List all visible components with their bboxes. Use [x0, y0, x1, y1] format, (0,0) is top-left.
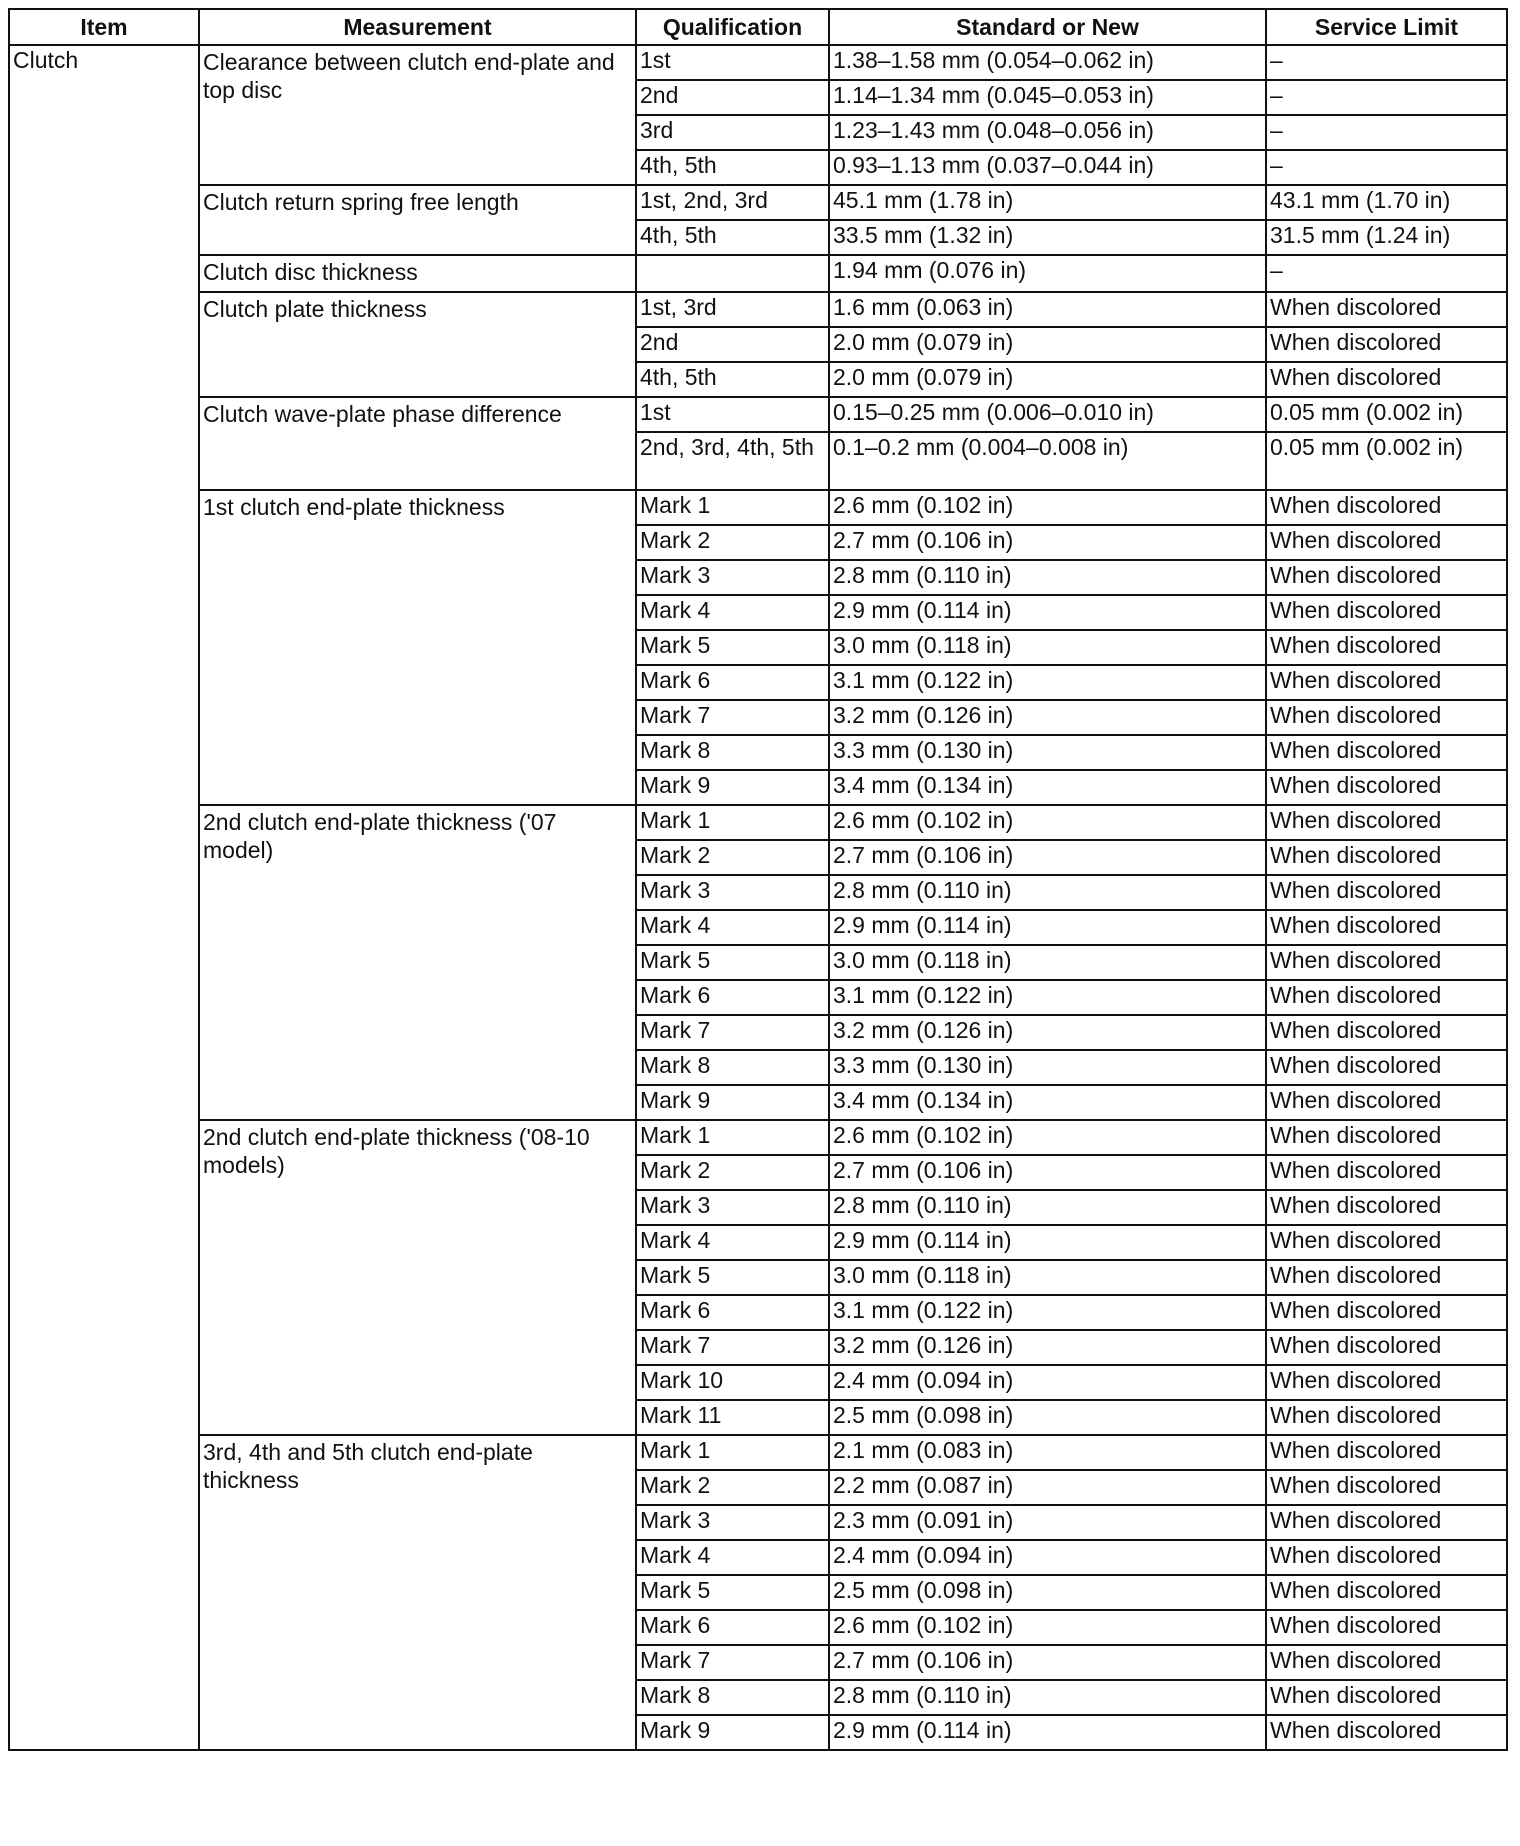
standard-cell: 2.5 mm (0.098 in) — [829, 1400, 1266, 1435]
service-limit-cell: When discolored — [1266, 292, 1507, 327]
qualification-cell: Mark 7 — [636, 1645, 829, 1680]
standard-cell: 1.38–1.58 mm (0.054–0.062 in) — [829, 45, 1266, 80]
standard-cell: 1.14–1.34 mm (0.045–0.053 in) — [829, 80, 1266, 115]
service-limit-cell: 0.05 mm (0.002 in) — [1266, 432, 1507, 490]
service-limit-cell: When discolored — [1266, 980, 1507, 1015]
qualification-cell: Mark 4 — [636, 1225, 829, 1260]
qualification-cell: Mark 2 — [636, 1155, 829, 1190]
standard-cell: 3.0 mm (0.118 in) — [829, 945, 1266, 980]
service-limit-cell: When discolored — [1266, 1575, 1507, 1610]
qualification-cell: Mark 4 — [636, 910, 829, 945]
service-limit-cell: When discolored — [1266, 1680, 1507, 1715]
service-limit-cell: When discolored — [1266, 1470, 1507, 1505]
table-row — [9, 185, 1507, 220]
service-limit-cell: When discolored — [1266, 490, 1507, 525]
standard-cell: 3.4 mm (0.134 in) — [829, 1085, 1266, 1120]
measurement-cell: Clutch disc thickness — [199, 255, 636, 292]
standard-cell: 3.3 mm (0.130 in) — [829, 1050, 1266, 1085]
standard-cell: 2.9 mm (0.114 in) — [829, 1715, 1266, 1750]
standard-cell: 3.2 mm (0.126 in) — [829, 1330, 1266, 1365]
qualification-cell: 4th, 5th — [636, 362, 829, 397]
service-limit-cell: When discolored — [1266, 770, 1507, 805]
service-limit-cell: When discolored — [1266, 1540, 1507, 1575]
standard-cell: 2.3 mm (0.091 in) — [829, 1505, 1266, 1540]
standard-cell: 3.4 mm (0.134 in) — [829, 770, 1266, 805]
service-limit-cell: When discolored — [1266, 560, 1507, 595]
qualification-cell: Mark 3 — [636, 560, 829, 595]
service-limit-cell: 31.5 mm (1.24 in) — [1266, 220, 1507, 255]
table-row — [9, 255, 1507, 292]
standard-cell: 2.0 mm (0.079 in) — [829, 362, 1266, 397]
service-limit-cell: When discolored — [1266, 910, 1507, 945]
standard-cell: 2.8 mm (0.110 in) — [829, 875, 1266, 910]
qualification-cell: Mark 7 — [636, 700, 829, 735]
standard-cell: 1.23–1.43 mm (0.048–0.056 in) — [829, 115, 1266, 150]
qualification-cell: Mark 1 — [636, 805, 829, 840]
standard-cell: 3.0 mm (0.118 in) — [829, 1260, 1266, 1295]
standard-cell: 3.3 mm (0.130 in) — [829, 735, 1266, 770]
service-limit-cell: When discolored — [1266, 875, 1507, 910]
standard-cell: 2.8 mm (0.110 in) — [829, 560, 1266, 595]
qualification-cell: Mark 2 — [636, 840, 829, 875]
qualification-cell: Mark 2 — [636, 1470, 829, 1505]
qualification-cell: Mark 5 — [636, 945, 829, 980]
service-limit-cell: When discolored — [1266, 1610, 1507, 1645]
qualification-cell: 1st — [636, 45, 829, 80]
service-limit-cell: When discolored — [1266, 595, 1507, 630]
qualification-cell: Mark 9 — [636, 1715, 829, 1750]
standard-cell: 2.0 mm (0.079 in) — [829, 327, 1266, 362]
qualification-cell: Mark 6 — [636, 1295, 829, 1330]
standard-cell: 2.7 mm (0.106 in) — [829, 840, 1266, 875]
service-limit-cell: When discolored — [1266, 1330, 1507, 1365]
service-limit-cell: When discolored — [1266, 1505, 1507, 1540]
qualification-cell: Mark 9 — [636, 1085, 829, 1120]
header-qualification: Qualification — [636, 9, 829, 45]
standard-cell: 2.4 mm (0.094 in) — [829, 1365, 1266, 1400]
qualification-cell: Mark 7 — [636, 1330, 829, 1365]
standard-cell: 1.94 mm (0.076 in) — [829, 255, 1266, 292]
standard-cell: 0.1–0.2 mm (0.004–0.008 in) — [829, 432, 1266, 490]
service-limit-cell: When discolored — [1266, 525, 1507, 560]
qualification-cell: 2nd — [636, 327, 829, 362]
qualification-cell: Mark 2 — [636, 525, 829, 560]
qualification-cell: Mark 1 — [636, 1120, 829, 1155]
qualification-cell: Mark 1 — [636, 1435, 829, 1470]
qualification-cell: 2nd, 3rd, 4th, 5th — [636, 432, 829, 490]
item-cell: Clutch — [9, 45, 199, 1750]
measurement-cell: 2nd clutch end-plate thickness ('07 model) — [199, 805, 636, 1120]
qualification-cell: Mark 5 — [636, 630, 829, 665]
qualification-cell — [636, 255, 829, 292]
table-row — [9, 1120, 1507, 1155]
qualification-cell: 1st, 3rd — [636, 292, 829, 327]
measurement-cell: 1st clutch end-plate thickness — [199, 490, 636, 805]
standard-cell: 2.8 mm (0.110 in) — [829, 1190, 1266, 1225]
qualification-cell: Mark 4 — [636, 595, 829, 630]
standard-cell: 45.1 mm (1.78 in) — [829, 185, 1266, 220]
service-limit-cell: When discolored — [1266, 840, 1507, 875]
service-limit-cell: When discolored — [1266, 700, 1507, 735]
standard-cell: 2.6 mm (0.102 in) — [829, 1120, 1266, 1155]
table-row — [9, 1435, 1507, 1470]
service-limit-cell: – — [1266, 255, 1507, 292]
qualification-cell: Mark 3 — [636, 875, 829, 910]
service-limit-cell: – — [1266, 80, 1507, 115]
service-limit-cell: 43.1 mm (1.70 in) — [1266, 185, 1507, 220]
standard-cell: 3.2 mm (0.126 in) — [829, 1015, 1266, 1050]
service-limit-cell: When discolored — [1266, 1155, 1507, 1190]
header-row — [9, 9, 1507, 45]
service-limit-cell: – — [1266, 150, 1507, 185]
qualification-cell: Mark 6 — [636, 980, 829, 1015]
qualification-cell: Mark 3 — [636, 1190, 829, 1225]
measurement-cell: 2nd clutch end-plate thickness ('08-10 models) — [199, 1120, 636, 1435]
service-limit-cell: When discolored — [1266, 1225, 1507, 1260]
qualification-cell: Mark 11 — [636, 1400, 829, 1435]
qualification-cell: Mark 8 — [636, 1050, 829, 1085]
service-limit-cell: When discolored — [1266, 1365, 1507, 1400]
qualification-cell: Mark 9 — [636, 770, 829, 805]
standard-cell: 2.8 mm (0.110 in) — [829, 1680, 1266, 1715]
table-row — [9, 805, 1507, 840]
qualification-cell: Mark 5 — [636, 1260, 829, 1295]
service-limit-cell: When discolored — [1266, 1645, 1507, 1680]
qualification-cell: Mark 6 — [636, 1610, 829, 1645]
service-limit-cell: When discolored — [1266, 1715, 1507, 1750]
service-limit-cell: When discolored — [1266, 1260, 1507, 1295]
measurement-cell: Clearance between clutch end-plate and top disc — [199, 45, 636, 185]
service-limit-cell: – — [1266, 115, 1507, 150]
service-limit-cell: When discolored — [1266, 735, 1507, 770]
qualification-cell: 2nd — [636, 80, 829, 115]
standard-cell: 2.1 mm (0.083 in) — [829, 1435, 1266, 1470]
header-standard: Standard or New — [829, 9, 1266, 45]
spec-body — [9, 45, 1507, 1750]
qualification-cell: Mark 6 — [636, 665, 829, 700]
spec-table — [8, 8, 1508, 1751]
service-limit-cell: When discolored — [1266, 805, 1507, 840]
qualification-cell: Mark 1 — [636, 490, 829, 525]
measurement-cell: Clutch plate thickness — [199, 292, 636, 397]
service-limit-cell: – — [1266, 45, 1507, 80]
standard-cell: 0.93–1.13 mm (0.037–0.044 in) — [829, 150, 1266, 185]
header-measurement: Measurement — [199, 9, 636, 45]
standard-cell: 2.5 mm (0.098 in) — [829, 1575, 1266, 1610]
table-row — [9, 45, 1507, 80]
qualification-cell: Mark 4 — [636, 1540, 829, 1575]
table-row — [9, 397, 1507, 432]
standard-cell: 2.6 mm (0.102 in) — [829, 490, 1266, 525]
qualification-cell: 3rd — [636, 115, 829, 150]
standard-cell: 2.9 mm (0.114 in) — [829, 910, 1266, 945]
service-limit-cell: When discolored — [1266, 327, 1507, 362]
standard-cell: 2.6 mm (0.102 in) — [829, 805, 1266, 840]
service-limit-cell: When discolored — [1266, 1190, 1507, 1225]
standard-cell: 1.6 mm (0.063 in) — [829, 292, 1266, 327]
measurement-cell: 3rd, 4th and 5th clutch end-plate thickness — [199, 1435, 636, 1750]
standard-cell: 2.4 mm (0.094 in) — [829, 1540, 1266, 1575]
qualification-cell: 4th, 5th — [636, 220, 829, 255]
service-limit-cell: When discolored — [1266, 1120, 1507, 1155]
service-limit-cell: When discolored — [1266, 1015, 1507, 1050]
service-limit-cell: When discolored — [1266, 665, 1507, 700]
service-limit-cell: When discolored — [1266, 1295, 1507, 1330]
standard-cell: 2.6 mm (0.102 in) — [829, 1610, 1266, 1645]
service-limit-cell: When discolored — [1266, 1050, 1507, 1085]
standard-cell: 3.0 mm (0.118 in) — [829, 630, 1266, 665]
qualification-cell: 1st, 2nd, 3rd — [636, 185, 829, 220]
measurement-cell: Clutch wave-plate phase difference — [199, 397, 636, 490]
qualification-cell: Mark 10 — [636, 1365, 829, 1400]
service-limit-cell: When discolored — [1266, 945, 1507, 980]
standard-cell: 3.1 mm (0.122 in) — [829, 980, 1266, 1015]
qualification-cell: 4th, 5th — [636, 150, 829, 185]
standard-cell: 2.9 mm (0.114 in) — [829, 595, 1266, 630]
standard-cell: 0.15–0.25 mm (0.006–0.010 in) — [829, 397, 1266, 432]
standard-cell: 2.7 mm (0.106 in) — [829, 525, 1266, 560]
standard-cell: 3.1 mm (0.122 in) — [829, 665, 1266, 700]
standard-cell: 3.2 mm (0.126 in) — [829, 700, 1266, 735]
service-limit-cell: When discolored — [1266, 362, 1507, 397]
table-row — [9, 292, 1507, 327]
standard-cell: 2.9 mm (0.114 in) — [829, 1225, 1266, 1260]
service-limit-cell: When discolored — [1266, 1085, 1507, 1120]
standard-cell: 2.7 mm (0.106 in) — [829, 1155, 1266, 1190]
header-service-limit: Service Limit — [1266, 9, 1507, 45]
header-item: Item — [9, 9, 199, 45]
standard-cell: 3.1 mm (0.122 in) — [829, 1295, 1266, 1330]
service-limit-cell: When discolored — [1266, 630, 1507, 665]
service-limit-cell: 0.05 mm (0.002 in) — [1266, 397, 1507, 432]
qualification-cell: Mark 3 — [636, 1505, 829, 1540]
standard-cell: 2.2 mm (0.087 in) — [829, 1470, 1266, 1505]
measurement-cell: Clutch return spring free length — [199, 185, 636, 255]
qualification-cell: Mark 8 — [636, 1680, 829, 1715]
service-limit-cell: When discolored — [1266, 1400, 1507, 1435]
qualification-cell: Mark 5 — [636, 1575, 829, 1610]
qualification-cell: Mark 7 — [636, 1015, 829, 1050]
service-limit-cell: When discolored — [1266, 1435, 1507, 1470]
table-row — [9, 490, 1507, 525]
qualification-cell: 1st — [636, 397, 829, 432]
standard-cell: 33.5 mm (1.32 in) — [829, 220, 1266, 255]
standard-cell: 2.7 mm (0.106 in) — [829, 1645, 1266, 1680]
qualification-cell: Mark 8 — [636, 735, 829, 770]
